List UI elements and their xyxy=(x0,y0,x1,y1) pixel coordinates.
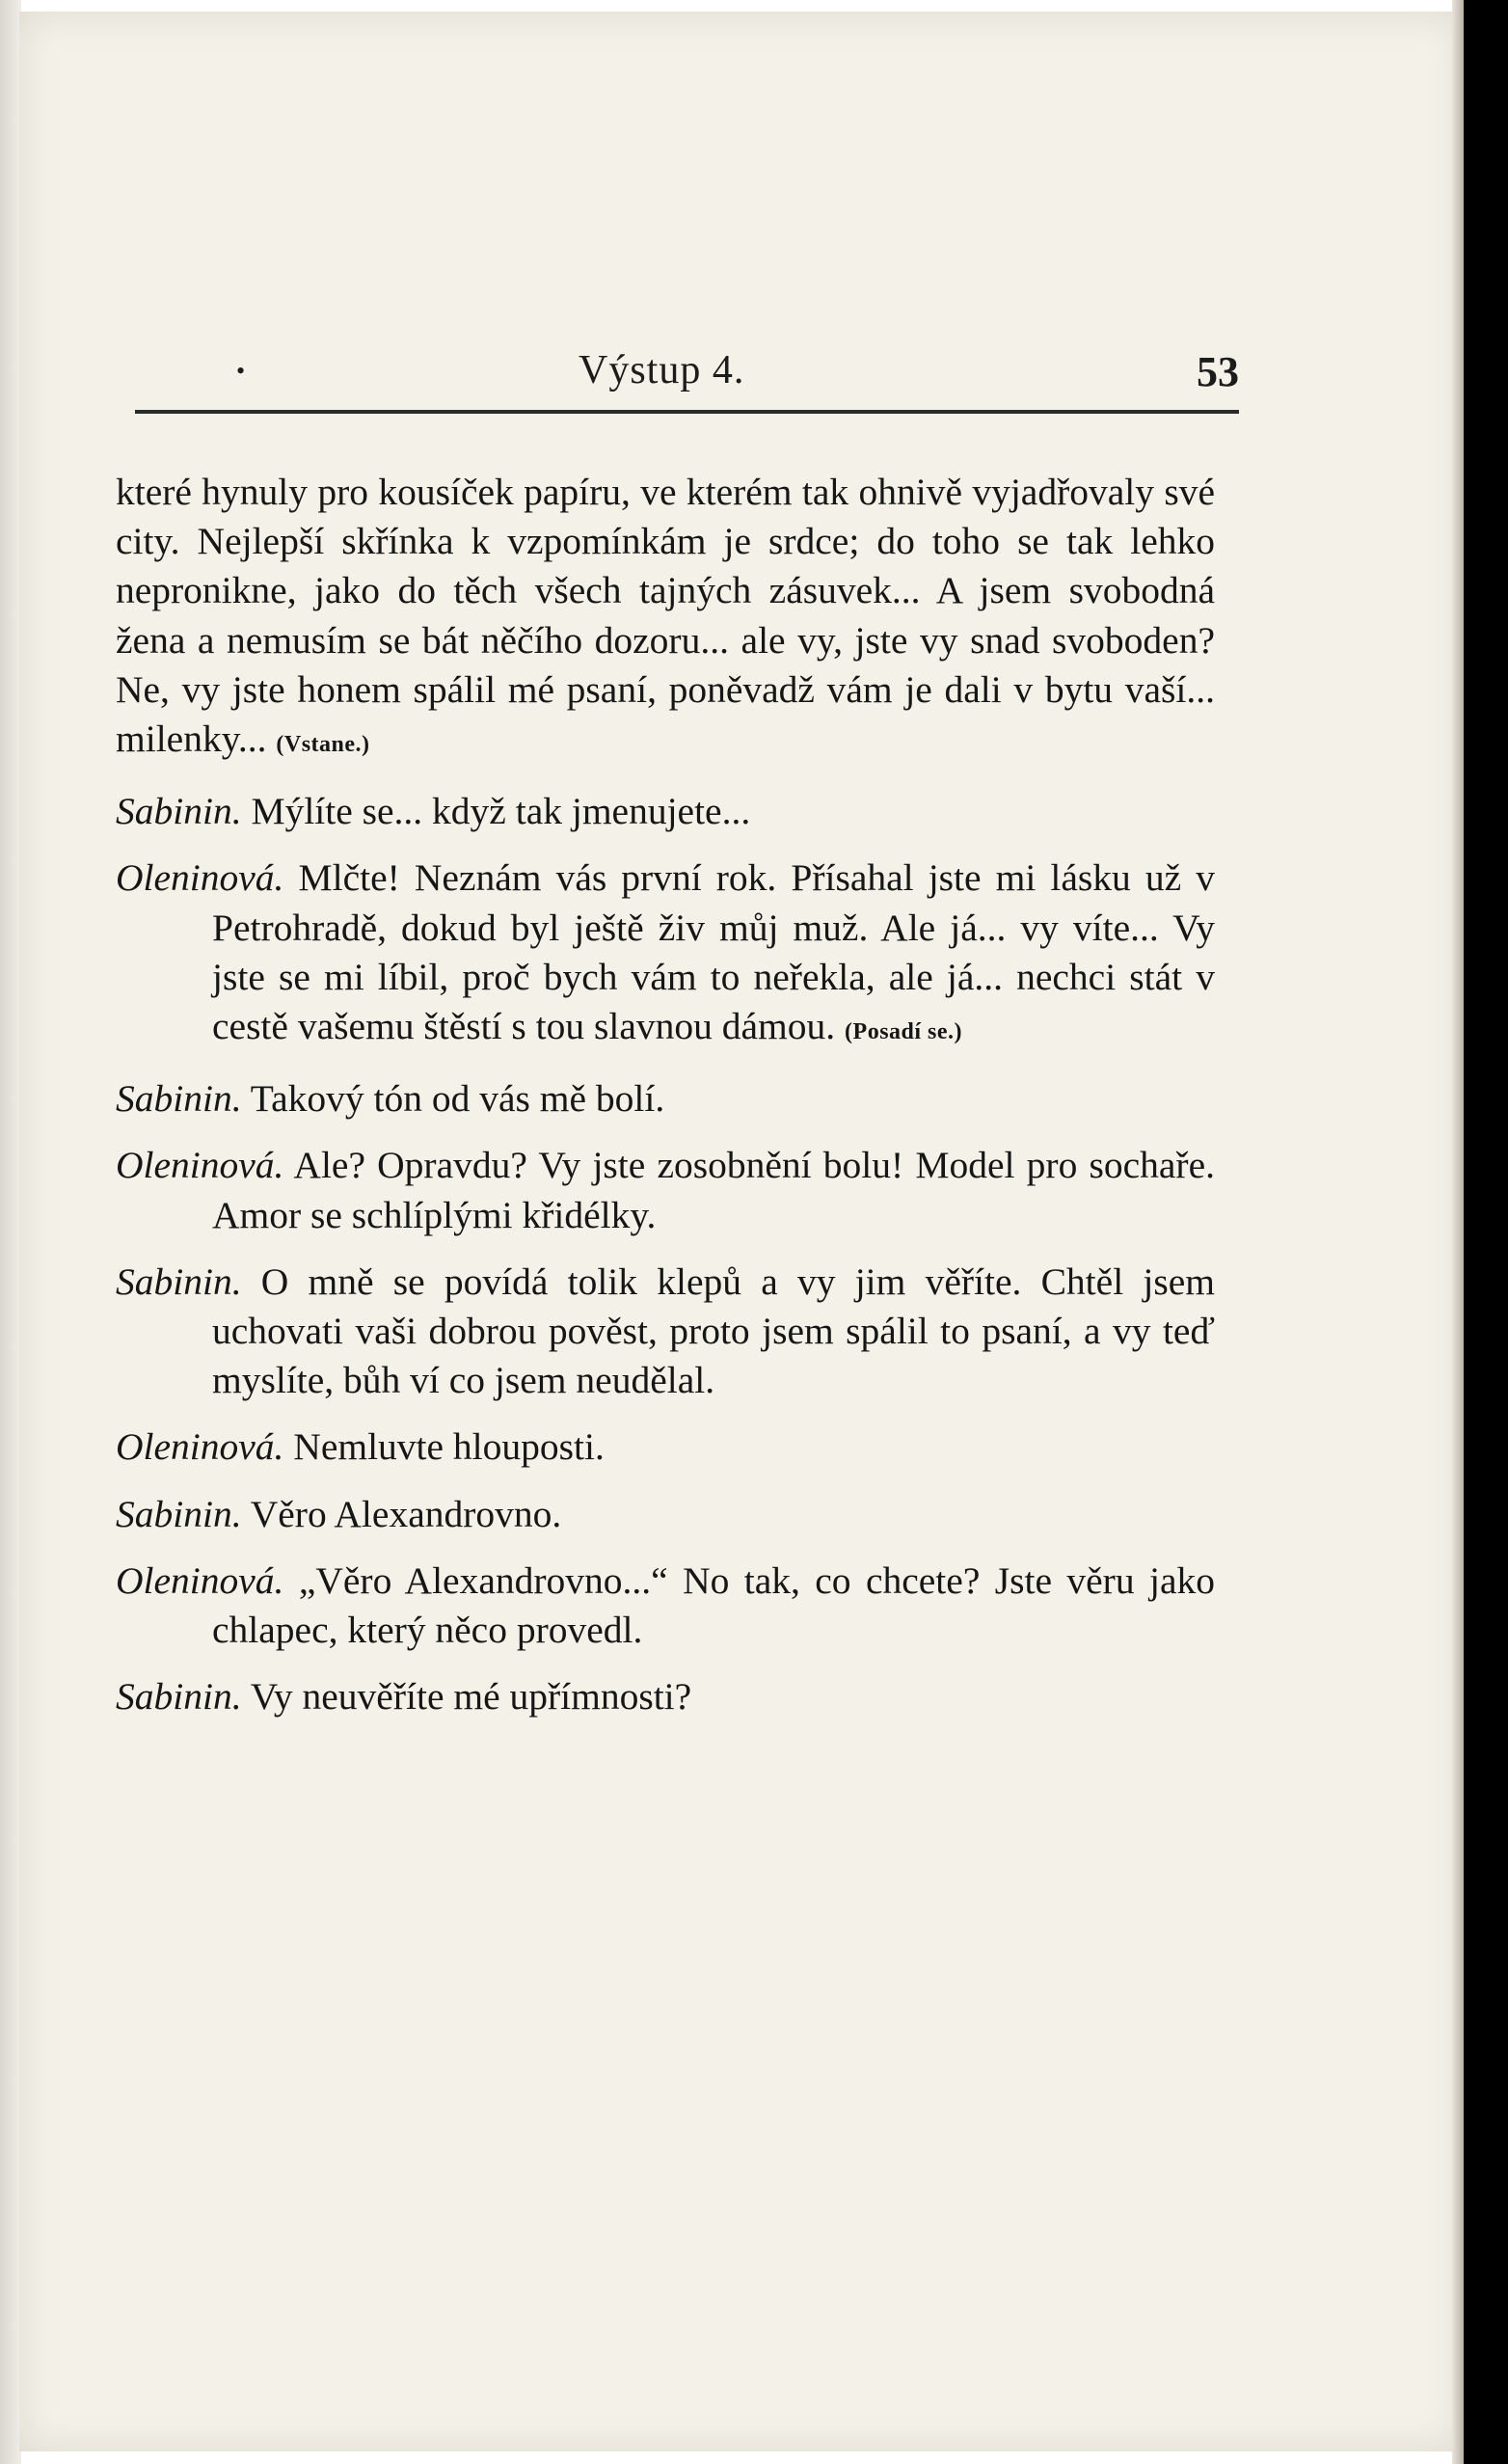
dialogue-line xyxy=(116,1422,1215,1472)
dialogue-line xyxy=(116,1557,1215,1655)
speaker-name: Sabinin. xyxy=(116,790,242,833)
header-rule xyxy=(135,410,1239,414)
dialogue-line xyxy=(116,1672,1215,1721)
running-header xyxy=(116,347,1239,415)
dialogue-list xyxy=(116,787,1215,1721)
speaker-name: Oleninová. xyxy=(116,1144,284,1187)
speaker-name: Sabinin. xyxy=(116,1077,242,1121)
stage-direction: (Vstane.) xyxy=(276,732,370,758)
header-title: Výstup 4. xyxy=(579,348,745,393)
dialogue-line xyxy=(116,853,1215,1057)
spoken-text: Nemluvte hlouposti. xyxy=(293,1425,605,1469)
stage-direction: (Posadí se.) xyxy=(845,1019,963,1045)
page-number: 53 xyxy=(1197,348,1239,395)
spoken-text: „Věro Alexandrovno...“ No tak, co chcete? Jste věru jako chlapec, který něco provedl. xyxy=(212,1558,1215,1652)
speaker-name: Sabinin. xyxy=(116,1259,242,1303)
speaker-name: Oleninová. xyxy=(116,1558,284,1602)
spoken-text: O mně se povídá tolik klepů a vy jim věříte. Chtěl jsem uchovati vaši dobrou pověst, proto jsem spálil to psaní, a vy teď myslíte, bůh ví co jsem neudělal. xyxy=(212,1259,1215,1402)
dialogue-line xyxy=(116,1074,1215,1124)
dialogue-line xyxy=(116,1490,1215,1539)
body-text xyxy=(116,468,1215,1739)
spoken-text: Vy neuvěříte mé upřímnosti? xyxy=(250,1675,692,1719)
dialogue-line xyxy=(116,1141,1215,1239)
speaker-name: Oleninová. xyxy=(116,856,284,900)
spoken-text: Věro Alexandrovno. xyxy=(250,1492,562,1535)
book-spine-shadow xyxy=(1464,0,1508,2464)
opening-text: které hynuly pro kousíček papíru, ve kterém tak ohnivě vyjadřovaly své city. Nejlepší skřínka k vzpomínkám je srdce; do toho se tak lehko nepronikne, jako do těch všech tajných zásuvek... A jsem svobodná žena a nemusím se bát něčího dozoru... ale vy, jste vy snad svoboden? Ne, vy jste honem spálil mé psaní, poněvadž vám je dali v bytu vaší... milenky... xyxy=(116,471,1215,761)
speaker-name: Sabinin. xyxy=(116,1675,242,1719)
spoken-text: Takový tón od vás mě bolí. xyxy=(250,1077,665,1121)
speaker-name: Sabinin. xyxy=(116,1492,242,1535)
dialogue-line xyxy=(116,787,1215,836)
header-bullet: • xyxy=(236,357,246,385)
page-left-edge xyxy=(0,0,21,2464)
opening-paragraph xyxy=(116,468,1215,770)
page-right-edge xyxy=(1452,0,1464,2464)
spoken-text: Ale? Opravdu? Vy jste zosobnění bolu! Model pro sochaře. Amor se schlíplými křidélky. xyxy=(212,1144,1215,1236)
dialogue-line xyxy=(116,1258,1215,1406)
spoken-text: Mýlíte se... když tak jmenujete... xyxy=(251,790,751,833)
speaker-name: Oleninová. xyxy=(116,1425,284,1469)
spoken-text: Mlčte! Neznám vás první rok. Přísahal jste mi lásku už v Petrohradě, dokud byl ještě živ můj muž. Ale já... vy víte... Vy jste se mi líbil, proč bych vám to neřekla, ale já... nechci stát v cestě vašemu štěstí s tou slavnou dámou. xyxy=(212,856,1216,1048)
